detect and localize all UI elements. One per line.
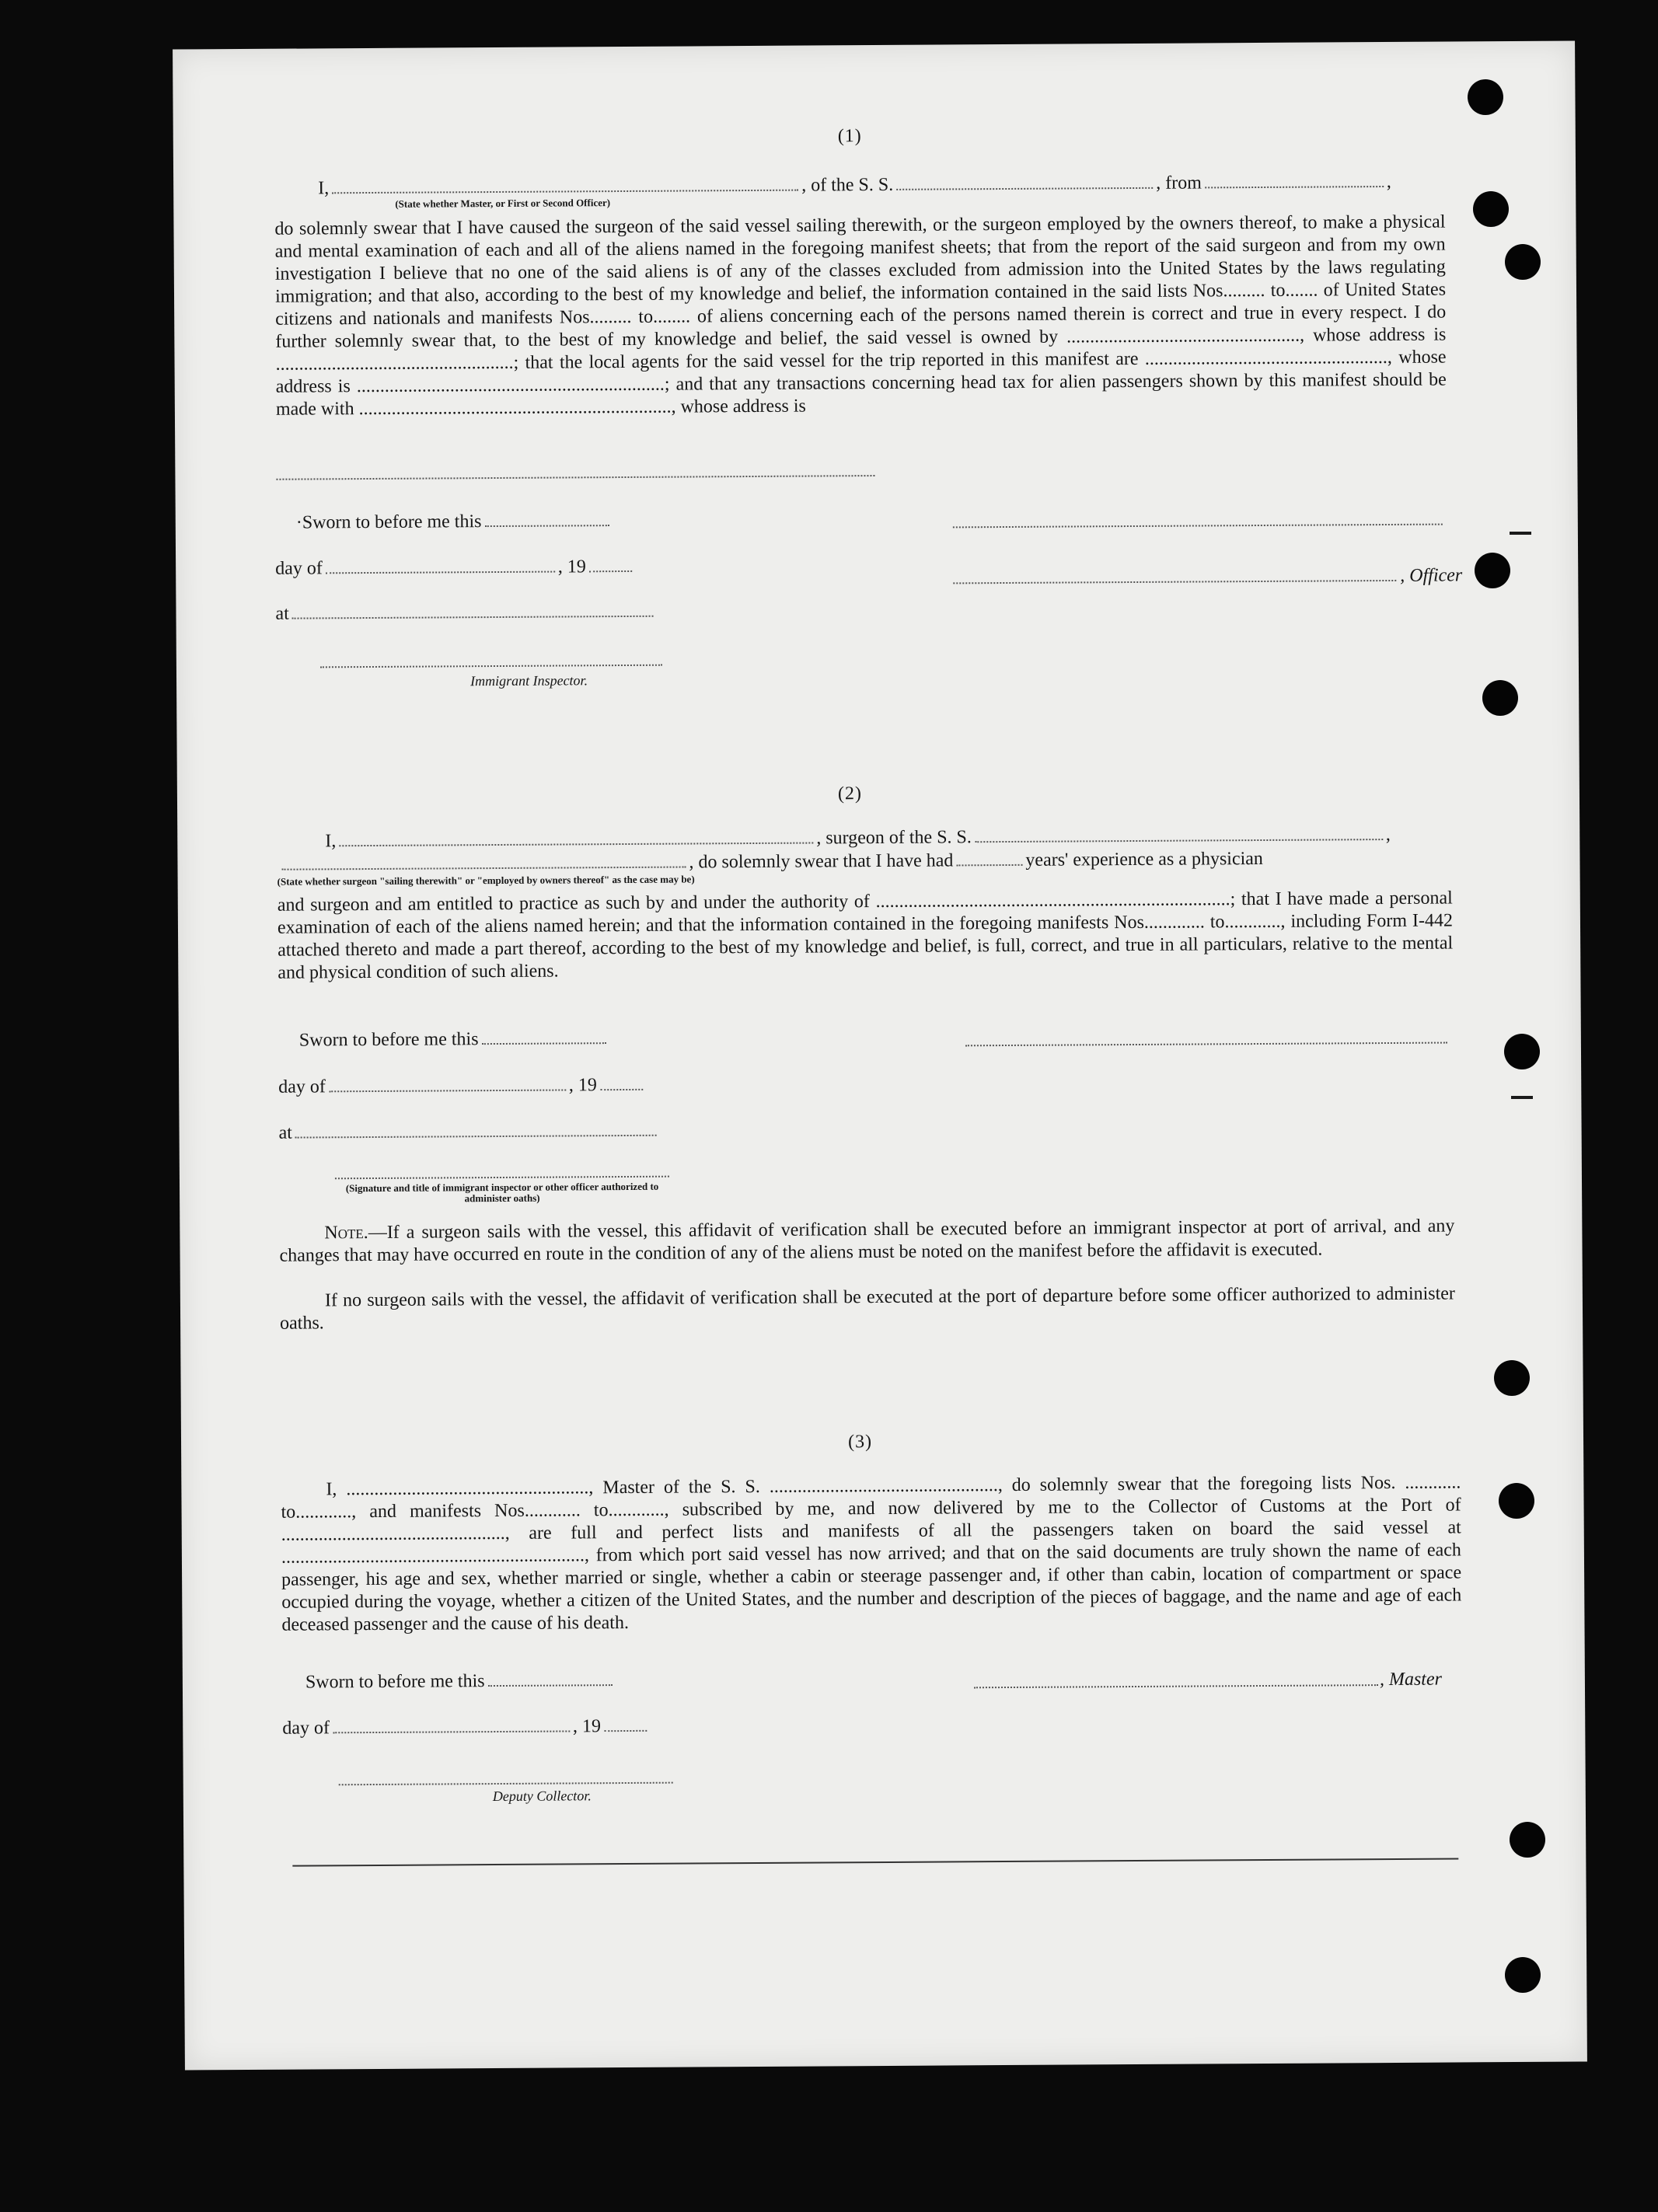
year-label: , 19: [557, 556, 586, 577]
address-continuation-line[interactable]: [276, 475, 874, 480]
year-label-2: , 19: [568, 1075, 597, 1096]
pronoun-i-2: I,: [325, 831, 337, 852]
binder-hole: [1510, 1822, 1545, 1858]
binder-hole: [1494, 1360, 1530, 1396]
surgeon-name-field[interactable]: [339, 829, 813, 847]
edge-mark: [1510, 532, 1531, 535]
year-field[interactable]: [589, 556, 632, 572]
officer-line[interactable]: [953, 580, 1396, 584]
year-field-2[interactable]: [600, 1075, 643, 1090]
note-paragraph-2: If no surgeon sails with the vessel, the affidavit of verification shall be executed at the port of departure before some officer authorized to administer oaths.: [280, 1283, 1455, 1334]
binder-hole: [1482, 680, 1518, 716]
section-2-number: (2): [837, 783, 863, 804]
section-1-paragraph: do solemnly swear that I have caused the surgeon of the said vessel sailing therewith, or the surgeon employed by the owners thereof, to make a physical and mental examination of each and all of the aliens named in the foregoing manifest sheets; that from the report of the said surgeon and from my own investigation I believe that no one of the said aliens is of any of the classes excluded from admission into the United States by the laws regulating immigration; and that also, according to the best of my knowledge and belief, the information contained in the said lists Nos......... to....... of United States citizens and nationals and manifests Nos......... to........ of aliens concerning each of the persons named therein is correct and true in every respect. I do further solemnly swear that, to the best of my knowledge and belief, the said vessel is owned by .................................................., whose address is ...................................................; that the local agents for the said vessel for the trip reported in this manifest are ...................................................., whose address is ..................................................................; and that any transactions concerning head tax for alien passengers shown by this manifest should be made with ..................................................................., whose address is: [274, 211, 1447, 420]
signature-caption: (Signature and title of immigrant inspector or other officer authorized to administer oaths): [345, 1180, 659, 1205]
day-of-line-1: [275, 556, 635, 581]
at-line-2: [279, 1120, 660, 1145]
experience-label: years' experience as a physician: [1025, 848, 1263, 870]
sworn-day-field-3[interactable]: [487, 1670, 612, 1687]
day-of-line-2: [278, 1074, 646, 1099]
officer-signature-line[interactable]: [953, 524, 1443, 529]
note-label: Note.: [324, 1223, 368, 1244]
section-2-line-1: I, , surgeon of the S. S. ,: [325, 824, 1391, 852]
binder-hole: [1499, 1483, 1534, 1519]
day-of-label-3: day of: [282, 1718, 330, 1739]
sworn-line-2: [299, 1027, 609, 1052]
month-field-2[interactable]: [329, 1075, 566, 1092]
note-paragraph: [279, 1215, 1454, 1267]
pronoun-i: I,: [318, 178, 330, 199]
sworn-day-field[interactable]: [484, 511, 609, 527]
swear-label: , do solemnly swear that I have had: [689, 850, 954, 873]
surgeon-type-field[interactable]: [281, 853, 686, 870]
surgeon-signature-line[interactable]: [965, 1042, 1447, 1047]
binder-hole: [1475, 553, 1510, 588]
at-label: at: [275, 603, 289, 624]
place-field-2[interactable]: [295, 1121, 657, 1139]
place-field[interactable]: [292, 602, 654, 619]
year-label-3: , 19: [572, 1716, 602, 1737]
section-1-line-1: I, , of the S. S. , from ,: [318, 171, 1391, 199]
bottom-rule: [292, 1858, 1458, 1866]
binder-hole: [1468, 79, 1503, 115]
sworn-label-3: Sworn to before me this: [305, 1671, 485, 1693]
years-field[interactable]: [956, 850, 1022, 867]
inspector-signature-line[interactable]: [320, 665, 662, 668]
section-3-paragraph: I, ...................................................., Master of the S. S. ................................................., do solemnly swear that the foregoing lists Nos. ............ to............, and manifests Nos............ to............, subscribed by me, and now delivered by me to the Collector of Customs at the Port of ................................................, are full and perfect lists and manifests of all the passengers taken on board the said vessel at ................................................................., from which port said vessel has now arrived; and that on the said documents are truly shown the name of each passenger, his age and sex, whether married or single, whether a cabin or steerage passenger and, if other than cabin, location of compartment or space occupied during the voyage, whether a citizen of the United States, and the number and description of the pieces of baggage, and the name and age of each deceased passenger and the cause of his death.: [281, 1472, 1462, 1635]
sworn-line-3: [305, 1669, 616, 1694]
ship-name-field[interactable]: [896, 173, 1153, 190]
day-of-label-2: day of: [278, 1076, 326, 1097]
binder-hole: [1505, 244, 1541, 280]
binder-hole: [1504, 1034, 1540, 1069]
note-text: —If a surgeon sails with the vessel, this affidavit of verification shall be executed before an immigrant inspector at port of arrival, and any changes that may have occurred en route in the condition of any of the aliens must be noted on the manifest before the affidavit is executed.: [279, 1216, 1455, 1266]
deputy-collector-line[interactable]: [339, 1782, 673, 1786]
binder-hole: [1505, 1957, 1541, 1993]
at-line-1: [275, 601, 656, 626]
of-ss-label: , of the S. S.: [801, 174, 894, 196]
officer-caption: (State whether Master, or First or Second Officer): [395, 197, 611, 210]
sworn-day-field-2[interactable]: [481, 1028, 606, 1045]
at-label-2: at: [278, 1122, 293, 1143]
edge-mark: [1511, 1096, 1533, 1099]
master-label: , Master: [1379, 1669, 1442, 1690]
sworn-line-1: ·Sworn to before me this: [296, 510, 613, 534]
section-1-number: (1): [837, 126, 862, 147]
immigrant-inspector-label: Immigrant Inspector.: [469, 672, 588, 689]
surgeon-of-ss-label: , surgeon of the S. S.: [816, 827, 972, 849]
officer-name-field[interactable]: [332, 176, 798, 194]
from-port-field[interactable]: [1205, 172, 1384, 188]
section-3-number: (3): [847, 1432, 873, 1453]
sworn-label: Sworn to before me this: [302, 511, 482, 533]
master-signature-line[interactable]: [974, 1684, 1378, 1688]
binder-hole: [1473, 191, 1509, 227]
day-of-label: day of: [275, 558, 323, 579]
sworn-label-2: Sworn to before me this: [298, 1029, 479, 1051]
surgeon-caption: (State whether surgeon "sailing therewith" or "employed by owners thereof" as the case may be): [277, 873, 695, 888]
year-field-3[interactable]: [604, 1716, 647, 1732]
administering-officer-line[interactable]: [335, 1176, 669, 1180]
month-field-3[interactable]: [333, 1716, 570, 1733]
ship-name-field-2[interactable]: [975, 825, 1383, 843]
officer-label: , Officer: [1400, 565, 1463, 586]
month-field[interactable]: [326, 557, 555, 574]
from-label: , from: [1156, 173, 1202, 194]
day-of-line-3: [282, 1715, 650, 1740]
section-2-paragraph: and surgeon and am entitled to practice as such by and under the authority of ............................................................................; that I have made a personal examination of each of the aliens named herein; and that the information contained in the foregoing manifests Nos............. to............, including Form I-442 attached thereto and made a part thereof, according to the best of my knowledge and belief, is full, correct, and true in all particulars, relative to the mental and physical condition of such aliens.: [277, 888, 1454, 983]
deputy-collector-label: Deputy Collector.: [492, 1788, 592, 1805]
manifest-page: [173, 41, 1587, 2071]
